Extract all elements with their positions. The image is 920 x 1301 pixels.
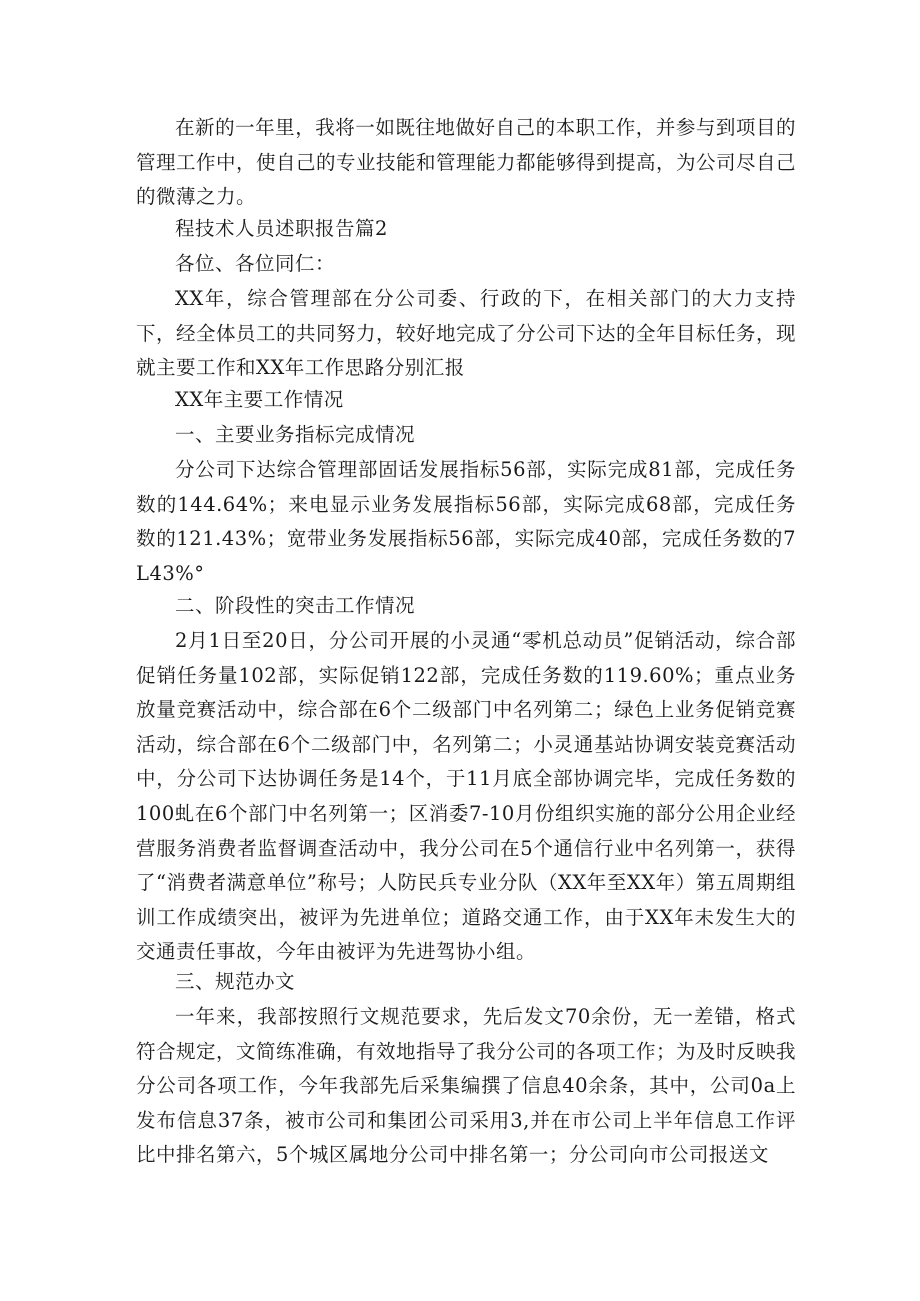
section-heading-document-standards: 三、规范办文 — [175, 970, 296, 993]
report-title: 程技术人员述职报告篇2 — [175, 217, 388, 240]
paragraph-summary: XX年，综合管理部在分公司委、行政的下，在相关部门的大力支持下，经全体员工的共同努力，较好地完成了分公司下达的全年目标任务，现就主要工作和XX年工作思路分别汇报 — [136, 287, 797, 380]
paragraph-stage-work: 2月1日至20日，分公司开展的小灵通“零机总动员”促销活动，综合部促销任务量102部，实际促销122部，完成任务数的119.60%；重点业务放量竞赛活动中，综合部在6个二级部门中名列第二；绿色上业务促销竞赛活动，综合部在6个二级部门中，名列第二；小灵通基站协调安装竞赛活动中，分公司下达协调任务是14个，于11月底全部协调完毕，完成任务数的100虬在6个部门中名列第一；区消委7-10月份组织实施的部分公用企业经营服务消费者监督调查活动中，我分公司在5个通信行业中名列第一，获得了“消费者满意单位”称号；人防民兵专业分队（XX年至XX年）第五周期组训工作成绩突出，被评为先进单位；道路交通工作，由于XX年未发生大的交通责任事故，今年由被评为先进驾协小组。 — [136, 629, 796, 964]
salutation: 各位、各位同仁： — [175, 252, 336, 275]
section-heading-business-indicators: 一、主要业务指标完成情况 — [175, 423, 416, 446]
paragraph-document-standards: 一年来，我部按照行文规范要求，先后发文70余份，无一差错，格式符合规定，文简练准确，有效地指导了我分公司的各项工作；为及时反映我分公司各项工作，今年我部先后采集编撰了信息40余条，其中，公司0a上发布信息37条，被市公司和集团公司采用3,并在市公司上半年信息工作评比中排名第六，5个城区属地分公司中排名第一；分公司向市公司报送文 — [136, 1005, 797, 1167]
paragraph-intro: 在新的一年里，我将一如既往地做好自己的本职工作，并参与到项目的管理工作中，使自己的专业技能和管理能力都能够得到提高，为公司尽自己的微薄之力。 — [136, 116, 797, 209]
section-heading-main-work: XX年主要工作情况 — [175, 388, 344, 411]
paragraph-business-indicators: 分公司下达综合管理部固话发展指标56部，实际完成81部，完成任务数的144.64%；来电显示业务发展指标56部，实际完成68部，完成任务数的121.43%；宽带业务发展指标56部，实际完成40部，完成任务数的7L43%° — [136, 458, 796, 585]
section-heading-stage-work: 二、阶段性的突击工作情况 — [175, 594, 416, 617]
